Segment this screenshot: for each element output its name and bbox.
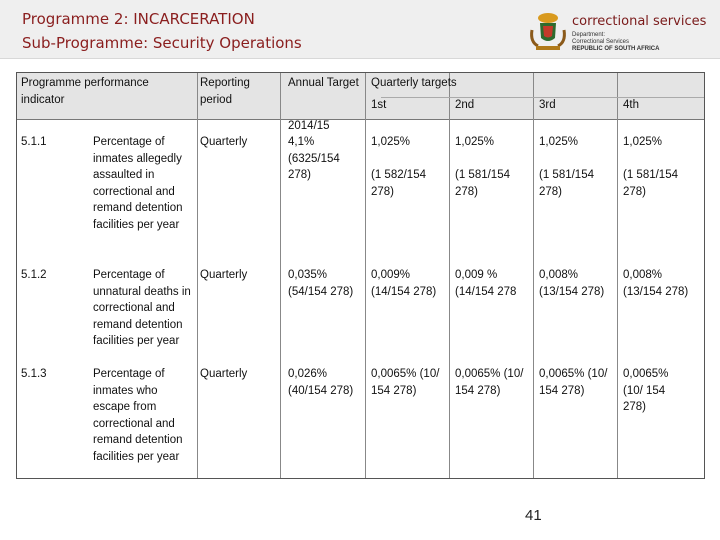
row-q2: 1,025% (1 581/154 278) <box>455 136 510 198</box>
dept-line-3: REPUBLIC OF SOUTH AFRICA <box>572 46 660 52</box>
header-indicator: Programme performance indicator <box>21 77 149 106</box>
row-annual: 4,1% (6325/154 278) <box>288 136 340 182</box>
row-q3: 1,025% (1 581/154 278) <box>539 136 594 198</box>
column-divider <box>365 73 366 478</box>
page-number: 41 <box>525 507 542 524</box>
column-divider <box>533 73 534 478</box>
row-period: Quarterly <box>200 136 248 148</box>
header-q2: 2nd <box>455 99 475 111</box>
header-q1: 1st <box>371 99 387 111</box>
slide-header <box>0 0 720 59</box>
row-indicator: Percentage of inmates who escape from correctional and remand detention facilities per year <box>93 368 183 463</box>
header-quarterly: Quarterly targets <box>371 77 457 89</box>
column-divider <box>617 73 618 478</box>
row-indicator: Percentage of unnatural deaths in correctional and remand detention facilities per year <box>93 269 191 348</box>
column-divider <box>280 73 281 478</box>
row-q4: 1,025% (1 581/154 278) <box>623 136 678 198</box>
row-q1: 0,0065% (10/ 154 278) <box>371 368 440 397</box>
header-period: Reporting period <box>200 77 250 106</box>
row-q2: 0,0065% (10/ 154 278) <box>455 368 524 397</box>
row-q2: 0,009 % (14/154 278 <box>455 269 517 298</box>
column-divider <box>449 73 450 478</box>
row-q4: 0,0065% (10/ 154 278) <box>623 368 669 414</box>
header-annual: Annual Target <box>288 77 359 89</box>
row-annual: 0,035% (54/154 278) <box>288 269 354 298</box>
programme-title: Programme 2: INCARCERATION <box>22 10 255 28</box>
row-period: Quarterly <box>200 269 248 281</box>
row-annual: 0,026% (40/154 278) <box>288 368 354 397</box>
row-q3: 0,0065% (10/ 154 278) <box>539 368 608 397</box>
row-q4: 0,008% (13/154 278) <box>623 269 689 298</box>
coat-of-arms-icon <box>526 10 570 52</box>
row-period: Quarterly <box>200 368 248 380</box>
subprogramme-title: Sub-Programme: Security Operations <box>22 34 302 52</box>
brand-name: correctional services <box>572 14 707 29</box>
header-q4: 4th <box>623 99 639 111</box>
year-label: 2014/15 <box>288 120 330 132</box>
performance-table <box>16 72 705 479</box>
row-code: 5.1.3 <box>21 368 47 380</box>
row-q3: 0,008% (13/154 278) <box>539 269 605 298</box>
column-divider <box>197 73 198 478</box>
department-label <box>572 32 659 53</box>
row-code: 5.1.1 <box>21 136 47 148</box>
row-code: 5.1.2 <box>21 269 47 281</box>
header-q3: 3rd <box>539 99 556 111</box>
row-indicator: Percentage of inmates allegedly assaulted in correctional and remand detention facilities per year <box>93 136 183 231</box>
dept-line-2: Correctional Services <box>572 39 630 45</box>
row-q1: 0,009% (14/154 278) <box>371 269 437 298</box>
dept-line-1: Department: <box>572 32 606 38</box>
row-q1: 1,025% (1 582/154 278) <box>371 136 426 198</box>
